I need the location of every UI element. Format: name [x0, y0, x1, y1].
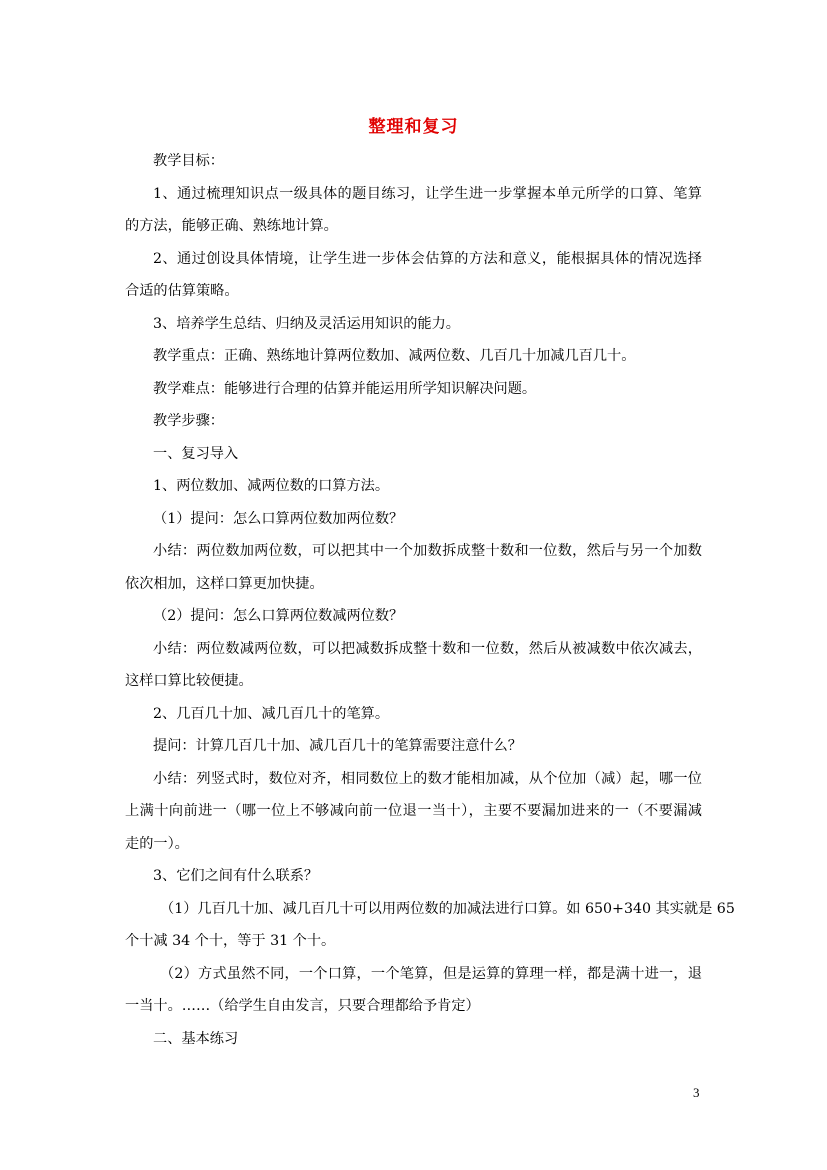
summary1-line1: 小结：两位数加两位数，可以把其中一个加数拆成整十数和一位数，然后与另一个加数: [153, 543, 702, 559]
summary2-line1: 小结：两位数减两位数，可以把减数拆成整十数和一位数，然后从被减数中依次减去，: [153, 641, 702, 657]
goal1-line1: 1、通过梳理知识点一级具体的题目练习，让学生进一步掌握本单元所学的口算、笔算: [153, 186, 702, 202]
summary1-line2: 依次相加，这样口算更加快捷。: [125, 576, 324, 592]
goal-heading: 教学目标：: [153, 153, 224, 169]
relation1-line1: （1）几百几十加、减几百几十可以用两位数的加减法进行口算。如 650+340 其实就是 65: [160, 901, 735, 917]
summary3-line3: 走的一）。: [125, 836, 189, 852]
relation2-line1: （2）方式虽然不同，一个口算，一个笔算，但是运算的算理一样，都是满十进一，退: [160, 966, 702, 982]
question1-line: （1）提问：怎么口算两位数加两位数？: [153, 511, 404, 527]
goal1-line2: 的方法，能够正确、熟练地计算。: [125, 218, 338, 234]
document-title: 整理和复习: [368, 117, 459, 137]
summary3-line1: 小结：列竖式时，数位对齐，相同数位上的数才能相加减，从个位加（减）起，哪一位: [153, 771, 702, 787]
summary2-line2: 这样口算比较便捷。: [125, 673, 253, 689]
item1-line: 1、两位数加、减两位数的口算方法。: [153, 478, 390, 494]
item2-line: 2、几百几十加、减几百几十的笔算。: [153, 706, 390, 722]
summary3-line2: 上满十向前进一（哪一位上不够减向前一位退一当十），主要不要漏加进来的一（不要漏减: [125, 803, 702, 819]
question2-line: （2）提问：怎么口算两位数减两位数？: [153, 608, 404, 624]
item3-line: 3、它们之间有什么联系？: [153, 868, 319, 884]
page-number: 3: [693, 1085, 700, 1100]
goal3-line: 3、培养学生总结、归纳及灵活运用知识的能力。: [153, 316, 460, 332]
section-heading-1: 一、复习导入: [153, 446, 239, 462]
section-heading-2: 二、基本练习: [153, 1031, 239, 1047]
goal2-line1: 2、通过创设具体情境，让学生进一步体会估算的方法和意义，能根据具体的情况选择: [153, 251, 702, 267]
key-points-line: 教学重点：正确、熟练地计算两位数加、减两位数、几百几十加减几百几十。: [153, 348, 636, 364]
question3-line: 提问：计算几百几十加、减几百几十的笔算需要注意什么？: [153, 738, 522, 754]
relation2-line2: 一当十。……（给学生自由发言，只要合理都给予肯定）: [125, 998, 480, 1014]
relation1-line2: 个十减 34 个十，等于 31 个十。: [125, 933, 336, 949]
goal2-line2: 合适的估算策略。: [125, 283, 239, 299]
steps-heading: 教学步骤：: [153, 413, 224, 429]
difficult-points-line: 教学难点：能够进行合理的估算并能运用所学知识解决问题。: [153, 381, 537, 397]
